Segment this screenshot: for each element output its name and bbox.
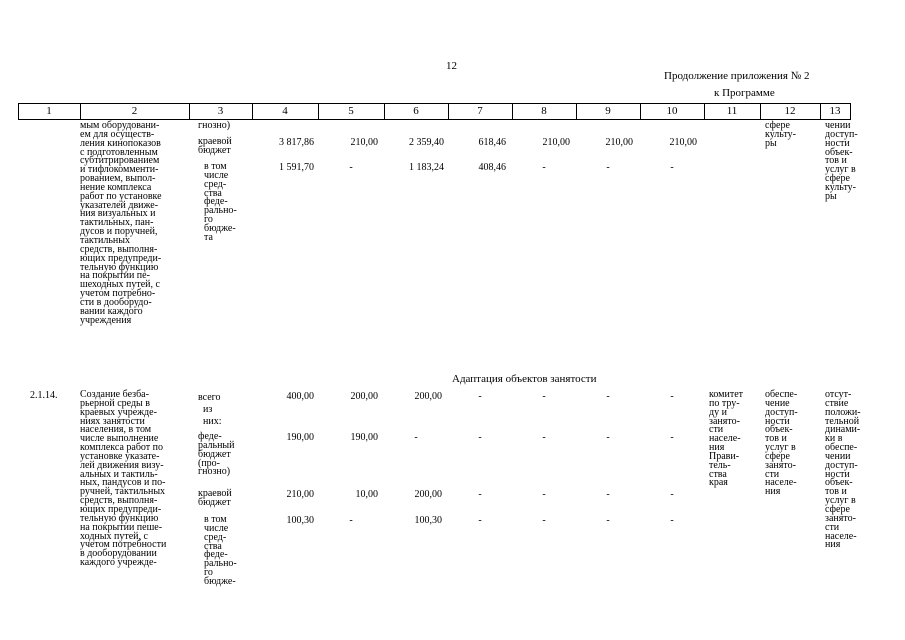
header-cell-1: 1 — [46, 105, 52, 117]
value-cell: - — [606, 391, 610, 402]
value-cell: - — [606, 432, 610, 443]
header-cell-4: 4 — [282, 105, 288, 117]
value-cell: 408,46 — [478, 162, 506, 173]
page-number: 12 — [446, 60, 457, 72]
header-cell-6: 6 — [413, 105, 419, 117]
responsible-executor: комитет по тру- ду и занято- сти населе- ния Прави- тель- ства края — [709, 389, 744, 489]
value-cell: - — [670, 515, 674, 526]
value-cell: 10,00 — [355, 489, 378, 500]
section-title: Адаптация объектов занятости — [452, 373, 597, 385]
value-cell: 190,00 — [350, 432, 378, 443]
value-cell: 2 359,40 — [409, 137, 444, 148]
value-cell: 210,00 — [605, 137, 633, 148]
value-cell: - — [349, 162, 353, 173]
value-cell: - — [670, 489, 674, 500]
value-cell: 3 817,86 — [279, 137, 314, 148]
value-cell: - — [606, 489, 610, 500]
value-cell: 190,00 — [286, 432, 314, 443]
value-cell: - — [478, 391, 482, 402]
expected-result: сфере культу- ры — [765, 120, 797, 149]
value-cell: 100,30 — [414, 515, 442, 526]
header-cell-5: 5 — [348, 105, 354, 117]
value-cell: - — [349, 515, 353, 526]
row-number: 2.1.14. — [30, 390, 58, 401]
funding-source-regional: краевой бюджет — [198, 488, 232, 508]
value-cell: - — [542, 162, 546, 173]
funding-source-total: всего из них: — [198, 392, 222, 427]
value-cell: 210,00 — [542, 137, 570, 148]
value-cell: - — [414, 432, 418, 443]
expected-result: обеспе- чение доступ- ности объек- тов и услуг в сфере занято- сти населе- ния — [765, 389, 798, 498]
value-cell: - — [542, 515, 546, 526]
header-cell-9: 9 — [605, 105, 611, 117]
header-cell-13: 13 — [829, 105, 841, 117]
continuation-title: Продолжение приложения № 2 — [664, 70, 810, 82]
header-cell-7: 7 — [477, 105, 483, 117]
value-cell: 100,30 — [286, 515, 314, 526]
measure-description: Создание безба- рьерной среды в краевых учрежде- ниях занятости населения, в том числе выполнение комплекса работ по установке указате- лей движения визу- альных и тактиль- ных, пандусов и по- ручней, тактильных средств, выполня- ющих предупреди- тельную функцию на покрытии пеше- ходных путей, с учетом потребности в дооборудовании каждого учрежде- — [80, 389, 167, 569]
header-cell-2: 2 — [131, 105, 138, 117]
value-cell: - — [542, 432, 546, 443]
value-cell: 618,46 — [478, 137, 506, 148]
value-cell: 400,00 — [286, 391, 314, 402]
value-cell: - — [670, 162, 674, 173]
header-cell-11: 11 — [726, 105, 738, 117]
funding-source-federal-share: в том числе сред- ства феде- рально- го бюдже- та — [204, 161, 237, 243]
value-cell: - — [478, 432, 482, 443]
value-cell: 200,00 — [414, 391, 442, 402]
value-cell: - — [670, 432, 674, 443]
value-cell: - — [542, 489, 546, 500]
value-cell: 210,00 — [350, 137, 378, 148]
risk-description: чении доступ- ности объек- тов и услуг в сфере культу- ры — [825, 120, 858, 202]
program-reference: к Программе — [714, 87, 775, 99]
header-cell-12: 12 — [784, 105, 796, 117]
value-cell: 210,00 — [286, 489, 314, 500]
funding-source-continuation: гнозно) — [198, 120, 231, 131]
value-cell: - — [606, 162, 610, 173]
value-cell: - — [670, 391, 674, 402]
measure-description: мым оборудовани- ем для осуществ- ления кинопоказов с подготовленным субтитрированием и тифлокомменти- рованием, выпол- нение комплекса работ по установке указателей движе- ния визуальных и тактильных, пан- дусов и поручней, тактильных средств, выполня- ющих предупреди- тельную функцию на покрытии пе- шеходных путей, с учетом потребно- сти в дооборудо- вании каждого учреждения — [80, 120, 162, 326]
value-cell: 1 183,24 — [409, 162, 444, 173]
header-cell-10: 10 — [666, 105, 678, 117]
header-cell-8: 8 — [541, 105, 547, 117]
funding-source-federal-share: в том числе сред- ства феде- рально- го бюдже- — [204, 514, 237, 587]
funding-source-regional: краевой бюджет — [198, 136, 232, 156]
value-cell: - — [606, 515, 610, 526]
header-cell-3: 3 — [217, 105, 224, 117]
value-cell: 200,00 — [414, 489, 442, 500]
risk-description: отсут- ствие положи- тельной динами- ки в обеспе- чении доступ- ности объек- тов и услуг в сфере занято- сти населе- ния — [825, 389, 861, 551]
value-cell: 210,00 — [669, 137, 697, 148]
value-cell: - — [542, 391, 546, 402]
value-cell: 1 591,70 — [279, 162, 314, 173]
value-cell: - — [478, 515, 482, 526]
funding-source-federal: феде- ральный бюджет (про- гнозно) — [198, 431, 235, 478]
value-cell: - — [478, 489, 482, 500]
value-cell: 200,00 — [350, 391, 378, 402]
